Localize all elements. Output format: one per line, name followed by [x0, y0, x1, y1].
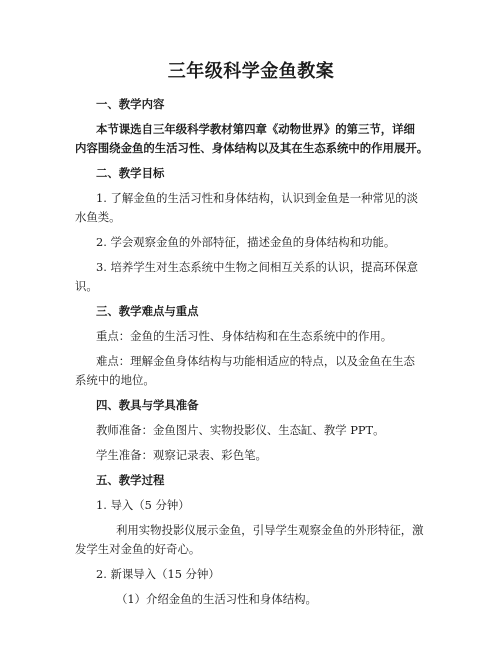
- objective-item-3-line-2: 识。: [75, 279, 98, 293]
- section-heading-process: 五、教学过程: [96, 473, 165, 487]
- key-point-text: 重点：金鱼的生活习性、身体结构和在生态系统中的作用。: [96, 329, 393, 343]
- content-paragraph-line-2: 内容围绕金鱼的生活习性、身体结构以及其在生态系统中的作用展开。: [75, 141, 429, 155]
- teacher-materials-text: 教师准备：金鱼图片、实物投影仪、生态缸、教学 PPT。: [96, 423, 385, 437]
- process-step-1: 1. 导入（5 分钟）: [96, 498, 190, 512]
- process-step-1-body-line-2: 发学生对金鱼的好奇心。: [75, 542, 201, 556]
- objective-item-3-line-1: 3. 培养学生对生态系统中生物之间相互关系的认识，提高环保意: [96, 260, 419, 274]
- difficult-point-line-2: 系统中的地位。: [75, 373, 155, 387]
- objective-item-2: 2. 学会观察金鱼的外部特征，描述金鱼的身体结构和功能。: [96, 235, 396, 249]
- content-paragraph-line-1: 本节课选自三年级科学教材第四章《动物世界》的第三节，详细: [96, 122, 415, 136]
- student-materials-text: 学生准备：观察记录表、彩色笔。: [96, 448, 267, 462]
- difficult-point-line-1: 难点：理解金鱼身体结构与功能相适应的特点，以及金鱼在生态: [96, 354, 415, 368]
- process-step-1-body-line-1: 利用实物投影仪展示金鱼，引导学生观察金鱼的外形特征，激: [116, 523, 424, 537]
- objective-item-1-line-1: 1. 了解金鱼的生活习性和身体结构，认识到金鱼是一种常见的淡: [96, 191, 419, 205]
- process-step-2-sub-1: （1）介绍金鱼的生活习性和身体结构。: [116, 592, 317, 606]
- section-heading-key-points: 三、教学难点与重点: [96, 304, 199, 318]
- objective-item-1-line-2: 水鱼类。: [75, 210, 121, 224]
- document-title: 三年级科学金鱼教案: [167, 61, 335, 82]
- section-heading-objectives: 二、教学目标: [96, 166, 165, 180]
- section-heading-materials: 四、教具与学具准备: [96, 398, 199, 412]
- process-step-2: 2. 新课导入（15 分钟）: [96, 567, 220, 581]
- section-heading-content: 一、教学内容: [96, 97, 165, 111]
